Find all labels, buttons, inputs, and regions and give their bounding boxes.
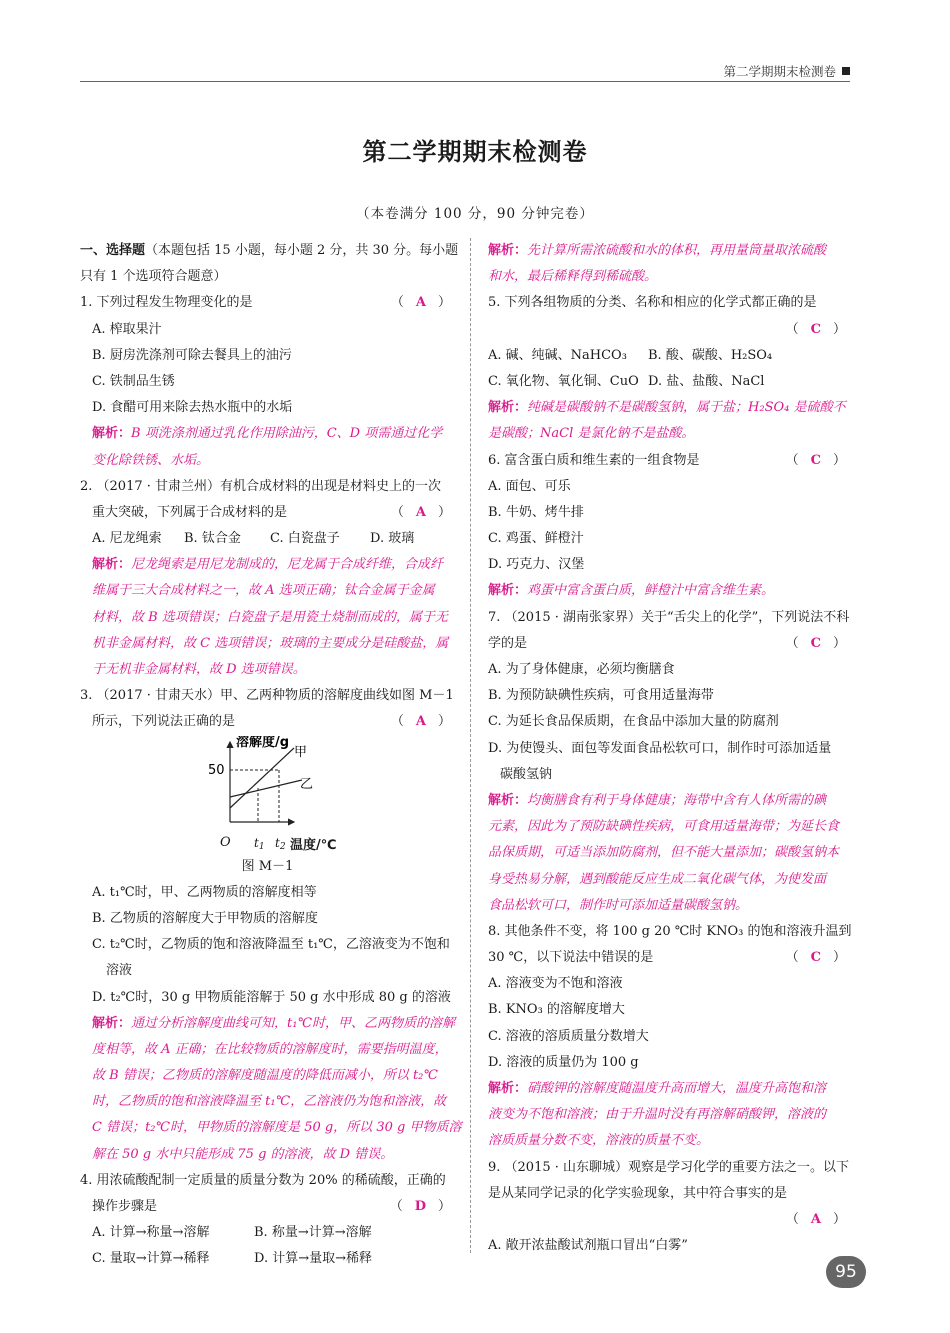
section-desc: （本题包括 15 小题，每小题 2 分，共 30 分。每小题 [145, 243, 459, 258]
y-tick-label: 50 [208, 762, 225, 778]
option: A. 计算→称量→溶解 [92, 1225, 210, 1241]
question-stem-cont: 所示，下列说法正确的是 （ A ） [80, 709, 455, 735]
curve-b [230, 780, 302, 797]
answer-box: （ D ） [389, 1199, 451, 1214]
question-stem-cont: 学的是 （ C ） [488, 631, 850, 657]
option: B. 厨房洗涤剂可除去餐具上的油污 [92, 347, 292, 363]
option: D. 溶液的质量仍为 100 g [488, 1054, 639, 1070]
page-title: 第二学期期末检测卷 [362, 138, 588, 166]
question-stem-cont: 是从某同学记录的化学实验现象，其中符合事实的是 [488, 1185, 788, 1201]
explanation-line: 是碳酸；NaCl 是氯化钠不是盐酸。 [488, 426, 695, 442]
option: B. 牛奶、烤牛排 [488, 504, 584, 520]
options-row [488, 343, 850, 369]
question-6-stem: 6. 富含蛋白质和维生素的一组食物是 （ C ） [488, 448, 850, 474]
question-2-stem: 2. （2017 · 甘肃兰州）有机合成材料的出现是材料史上的一次 [80, 478, 442, 494]
answer-box: （ A ） [390, 295, 451, 311]
origin-label: O [220, 834, 231, 850]
option: A. 碱、纯碱、NaHCO₃ [488, 347, 627, 363]
question-9-stem: 9. （2015 · 山东聊城）观察是学习化学的重要方法之一。以下 [488, 1159, 850, 1175]
page-number-badge: 95 [826, 1256, 866, 1288]
option: A. 为了身体健康，必须均衡膳食 [488, 662, 675, 677]
option: A. 敞开浓盐酸试剂瓶口冒出“白雾” [488, 1238, 688, 1254]
option: C. t₂℃时，乙物质的饱和溶液降温至 t₁℃，乙溶液变为不饱和 [92, 937, 450, 953]
figure-caption: 图 M－1 [241, 858, 294, 874]
question-8-stem: 8. 其他条件不变，将 100 g 20 ℃时 KNO₃ 的饱和溶液升温到 [488, 923, 852, 939]
explanation-line: 解在 50 g 水中只能形成 75 g 的溶液，故 D 错误。 [92, 1146, 394, 1162]
explanation: 解析：均衡膳食有利于身体健康；海带中含有人体所需的碘 [488, 792, 827, 808]
question-5-stem: 5. 下列各组物质的分类、名称和相应的化学式都正确的是 [488, 295, 817, 311]
page-subtitle: （本卷满分 100 分，90 分钟完卷） [356, 206, 594, 222]
explanation: 解析：尼龙绳索是用尼龙制成的，尼龙属于合成纤维，合成纤 [92, 557, 444, 573]
question-1-stem: 1. 下列过程发生物理变化的是 （ A ） [80, 290, 455, 316]
explanation-line: 维属于三大合成材料之一，故 A 选项正确；钛合金属于金属 [92, 583, 435, 599]
option: B. 钛合金 [184, 531, 241, 547]
option: B. 酸、碳酸、H₂SO₄ [648, 347, 773, 363]
answer-box: （ A ） [390, 714, 451, 730]
options-row [80, 1246, 455, 1272]
explanation-line: 液变为不饱和溶液；由于升温时没有再溶解硝酸钾，溶液的 [488, 1107, 827, 1123]
explanation: 解析：硝酸钾的溶解度随温度升高而增大，温度升高饱和溶 [488, 1081, 827, 1096]
explanation-line: 和水，最后稀释得到稀硫酸。 [488, 269, 658, 285]
left-column [80, 238, 462, 1273]
explanation-line: 于无机非金属材料，故 D 选项错误。 [92, 662, 306, 677]
answer-box: （ C ） [785, 950, 846, 966]
solubility-graph [80, 736, 455, 832]
y-axis-label: 溶解度/g [236, 735, 290, 750]
option: D. 巧克力、汉堡 [488, 557, 585, 573]
tick-t1: $t_1$ [254, 835, 265, 852]
option: A. 面包、可乐 [488, 478, 571, 494]
option: C. 氧化物、氧化铜、CuO [488, 373, 639, 389]
question-stem-cont: 操作步骤是 （ D ） [80, 1194, 455, 1220]
explanation-line: C 错误；t₂℃时，甲物质的溶解度是 50 g，所以 30 g 甲物质溶 [92, 1120, 462, 1136]
options-row [80, 1220, 455, 1246]
explanation-line: 机非金属材料，故 C 选项错误；玻璃的主要成分是硅酸盐，属 [92, 635, 449, 651]
curve-a [230, 748, 294, 808]
question-7-stem: 7. （2015 · 湖南张家界）关于“舌尖上的化学”，下列说法不科 [488, 609, 850, 625]
running-header-title: 第二学期期末检测卷 [723, 62, 850, 80]
explanation-line: 时，乙物质的饱和溶液降温至 t₁℃，乙溶液仍为饱和溶液，故 [92, 1094, 447, 1110]
explanation-line: 变化除铁锈、水垢。 [92, 452, 210, 468]
option: C. 量取→计算→稀释 [92, 1251, 210, 1267]
solubility-graph-svg [80, 736, 455, 832]
explanation: 解析：鸡蛋中富含蛋白质，鲜橙汁中富含维生素。 [488, 583, 775, 599]
explanation-line: 故 B 错误；乙物质的溶解度随温度的降低而减小，所以 t₂℃ [92, 1068, 438, 1084]
explanation: 解析：先计算所需浓硫酸和水的体积，再用量筒量取浓硫酸 [488, 243, 827, 258]
tick-t2: $t_2$ [275, 835, 286, 852]
explanation-line: 食品松软可口，制作时可添加适量碳酸氢钠。 [488, 897, 749, 913]
option: C. 白瓷盘子 [270, 531, 340, 547]
explanation-line: 度相等，故 A 正确；在比较物质的溶解度时，需要指明温度， [92, 1041, 448, 1057]
option-cont: 碳酸氢钠 [500, 766, 553, 782]
option: A. 溶液变为不饱和溶液 [488, 976, 623, 992]
x-axis-label: 温度/℃ [290, 837, 337, 853]
answer-box: （ C ） [785, 635, 846, 651]
option: C. 铁制品生锈 [92, 373, 175, 389]
series-a-label: 甲 [294, 744, 308, 760]
square-mark-icon [842, 67, 850, 75]
option: B. 为预防缺碘性疾病，可食用适量海带 [488, 688, 714, 704]
options-row [488, 369, 850, 395]
option: A. t₁℃时，甲、乙两物质的溶解度相等 [92, 884, 317, 900]
right-column [488, 238, 850, 1259]
explanation-line: 元素，因此为了预防缺碘性疾病，可食用适量海带；为延长食 [488, 819, 840, 835]
option: B. 称量→计算→溶解 [254, 1225, 372, 1241]
option: D. 计算→量取→稀释 [254, 1251, 373, 1267]
option: A. 尼龙绳索 [92, 531, 162, 547]
section-desc-cont: 只有 1 个选项符合题意） [80, 269, 227, 285]
option: D. 盐、盐酸、NaCl [648, 373, 765, 389]
question-4-stem: 4. 用浓硫酸配制一定质量的质量分数为 20% 的稀硫酸，正确的 [80, 1172, 446, 1188]
explanation-line: 溶质质量分数不变，溶液的质量不变。 [488, 1133, 710, 1149]
option: C. 为延长食品保质期，在食品中添加大量的防腐剂 [488, 714, 779, 730]
running-header [80, 62, 850, 82]
series-b-label: 乙 [300, 776, 314, 792]
answer-box: （ C ） [785, 321, 846, 337]
answer-box: （ A ） [390, 504, 451, 520]
option: D. 食醋可用来除去热水瓶中的水垢 [92, 400, 293, 416]
answer-box: （ A ） [785, 1211, 846, 1227]
answer-box: （ C ） [785, 452, 846, 468]
option: C. 溶液的溶质质量分数增大 [488, 1028, 649, 1044]
question-3-stem: 3. （2017 · 甘肃天水）甲、乙两种物质的溶解度曲线如图 M－1 [80, 688, 454, 704]
explanation: 解析：纯碱是碳酸钠不是碳酸氢钠，属于盐；H₂SO₄ 是硫酸不 [488, 400, 846, 416]
question-stem-cont: 30 ℃，以下说法中错误的是 （ C ） [488, 945, 850, 971]
option: C. 鸡蛋、鲜橙汁 [488, 531, 584, 547]
section-label: 一、选择题 [80, 243, 146, 258]
x-axis-labels [80, 832, 455, 854]
option-cont: 溶液 [106, 963, 133, 979]
explanation-line: 身受热易分解，遇到酸能反应生成二氧化碳气体，为使发面 [488, 871, 827, 887]
explanation-line: 品保质期，可适当添加防腐剂，但不能大量添加；碳酸氢钠本 [488, 845, 840, 861]
option: A. 榨取果汁 [92, 321, 162, 337]
option: B. 乙物质的溶解度大于甲物质的溶解度 [92, 910, 318, 926]
explanation: 解析：通过分析溶解度曲线可知，t₁℃时，甲、乙两物质的溶解 [92, 1015, 455, 1031]
option: D. 为使馒头、面包等发面食品松软可口，制作时可添加适量 [488, 740, 832, 756]
option: D. 玻璃 [370, 531, 415, 547]
question-stem-cont: 重大突破，下列属于合成材料的是 （ A ） [80, 500, 455, 526]
section-heading [80, 238, 459, 264]
options-row [80, 526, 455, 552]
explanation: 解析：B 项洗涤剂通过乳化作用除油污，C、D 项需通过化学 [92, 426, 443, 442]
explanation-line: 材料，故 B 选项错误；白瓷盘子是用瓷土烧制而成的，属于无 [92, 609, 448, 625]
option: B. KNO₃ 的溶解度增大 [488, 1002, 625, 1018]
option: D. t₂℃时，30 g 甲物质能溶解于 50 g 水中形成 80 g 的溶液 [92, 989, 451, 1005]
column-divider [470, 238, 471, 1253]
